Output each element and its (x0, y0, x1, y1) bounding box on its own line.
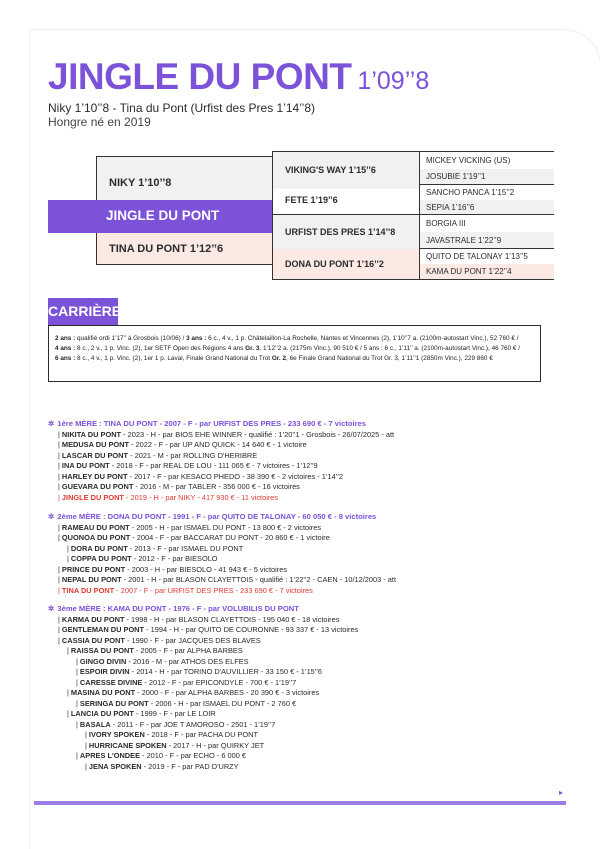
entry-details: - 2017 - F - par KESACO PHEDO - 38 390 € - 2 victoires - 1’14’’2 (127, 471, 344, 481)
entry-name: APRES L'ONDEE (79, 751, 140, 760)
indent-bar: | (67, 688, 69, 697)
entry-name: LANCIA DU PONT (70, 709, 134, 718)
entry-name: JENA SPOKEN (88, 761, 142, 771)
entry-name: LASCAR DU PONT (61, 450, 129, 460)
indent-bar: | (58, 461, 60, 470)
entry-details: - 2010 - F - par ECHO - 6 000 € (140, 751, 246, 760)
indent-bar: | (58, 440, 60, 449)
family-entry (58, 451, 257, 462)
indent-bar: | (58, 471, 60, 481)
entry-details: - 2014 - H - par TORINO D'AUVILLIER - 33 150 € - 1’15’’6 (129, 667, 323, 676)
family-entry (58, 523, 321, 534)
family-entry (58, 533, 330, 544)
family-heading (48, 512, 376, 523)
entry-details: - 2021 - M - par ROLLING D'HERIBRE (128, 450, 258, 460)
ped-great-4: SEPIA 1’16’’6 (419, 200, 554, 215)
family-entry (67, 688, 319, 699)
family-entry (67, 544, 243, 555)
ped-great-1: MICKEY VICKING (US) (419, 151, 554, 169)
entry-name: KARMA DU PONT (61, 614, 125, 624)
indent-bar: | (58, 482, 60, 491)
indent-bar: | (58, 564, 60, 574)
indent-bar: | (67, 543, 69, 553)
entry-details: - 2017 - H - par QUIRKY JET (166, 740, 265, 750)
birth-line: Hongre né en 2019 (48, 115, 151, 129)
horse-name: JINGLE DU PONT (48, 56, 352, 97)
indent-bar: | (67, 646, 69, 655)
entry-name: SERINGA DU PONT (79, 698, 149, 708)
next-page-arrow-icon: ▸ (559, 788, 564, 797)
indent-bar: | (67, 554, 69, 563)
entry-name: INA DU PONT (61, 461, 110, 470)
entry-details: - 2013 - F - par ISMAEL DU PONT (127, 543, 244, 553)
family-entry (58, 615, 339, 626)
career-box (48, 325, 541, 382)
family-entry (76, 699, 296, 710)
indent-bar: | (76, 656, 78, 666)
entry-details: - 2007 - F - par URFIST DES PRES - 233 690 € - 7 victoires (114, 585, 313, 595)
indent-bar: | (58, 635, 60, 645)
entry-name: TINA DU PONT (61, 585, 115, 595)
career-line: 6 ans : 8 c., 4 v., 1 p. Vinc. (2), 1er 1 p. Laval, Finale Grand National du Trot Gr. 2, 6e Finale Grand National du Trot Gr. 3, 1’11’’1 (2850m Vinc.), 229 860 € (55, 355, 493, 362)
family-title: 3ème MÈRE : KAMA DU PONT - 1976 - F - par VOLUBILIS DU PONT (57, 604, 299, 613)
entry-details: - 2018 - F - par REAL DE LOU - 111 065 € - 7 victoires - 1’12’’9 (109, 461, 318, 470)
ped-sire: NIKY 1’10’’8 (96, 156, 272, 200)
entry-name: ESPOIR DIVIN (79, 667, 130, 676)
indent-bar: | (85, 740, 87, 750)
ped-grandsire-2: URFIST DES PRES 1’14’’8 (272, 215, 419, 249)
family-entry (67, 554, 218, 565)
ped-subject: JINGLE DU PONT (48, 200, 272, 233)
ped-great-7: QUITO DE TALONAY 1’13’’5 (419, 249, 554, 264)
indent-bar: | (76, 667, 78, 676)
footer-rule (34, 801, 566, 805)
star-icon: ✲ (48, 419, 55, 428)
entry-details: - 2001 - H - par BLASON CLAYETTOIS - qualifié : 1’22’’2 - CAEN - 10/12/2003 - att (121, 575, 397, 584)
indent-bar: | (76, 751, 78, 760)
ped-great-2: JOSUBIE 1’19’’1 (419, 169, 554, 185)
family-entry (58, 575, 396, 586)
indent-bar: | (67, 709, 69, 718)
family-heading (48, 419, 366, 430)
entry-name: COPPA DU PONT (70, 554, 132, 563)
entry-name: NEPAL DU PONT (61, 575, 122, 584)
family-heading (48, 604, 299, 615)
family-entry (58, 461, 318, 472)
indent-bar: | (85, 730, 87, 739)
entry-details: - 2016 - M - par ATHOS DES ELFES (126, 656, 249, 666)
family-entry (58, 472, 343, 483)
ped-great-8: KAMA DU PONT 1’22’’4 (419, 264, 554, 280)
entry-details: - 2019 - H - par NIKY - 417 930 € - 11 victoires (123, 492, 279, 502)
family-entry (67, 709, 216, 720)
entry-name: RAISSA DU PONT (70, 646, 134, 655)
entry-name: RAMEAU DU PONT (61, 522, 130, 532)
indent-bar: | (58, 614, 60, 624)
family-entry (58, 625, 358, 636)
entry-name: GUEVARA DU PONT (61, 482, 134, 491)
entry-name: PRINCE DU PONT (61, 564, 126, 574)
family-entry (58, 430, 394, 441)
entry-name: BASALA (79, 719, 111, 729)
family-entry (58, 493, 278, 504)
family-title: 1ère MÈRE : TINA DU PONT - 2007 - F - par URFIST DES PRES - 233 690 € - 7 victoires (57, 419, 366, 428)
family-entry (58, 482, 300, 493)
indent-bar: | (58, 450, 60, 460)
family-entry (58, 586, 313, 597)
entry-details: - 2011 - F - par JOE T AMOROSO - 2501 - 1’19’’7 (110, 719, 276, 729)
entry-details: - 2023 - H - par BIOS EHE WINNER - qualifié : 1’20’’1 - Grosbois - 26/07/2025 - att (121, 429, 395, 439)
entry-name: QUONOA DU PONT (61, 533, 131, 542)
indent-bar: | (58, 575, 60, 584)
entry-details: - 2019 - F - par PAD D'URZY (141, 761, 239, 771)
indent-bar: | (76, 698, 78, 708)
entry-details: - 2000 - F - par ALPHA BARBES - 20 390 € - 3 victoires (135, 688, 320, 697)
entry-details: - 2016 - M - par TABLER - 356 000 € - 16 victoires (133, 482, 300, 491)
family-entry (76, 751, 246, 762)
entry-details: - 2018 - F - par PACHA DU PONT (144, 730, 258, 739)
entry-details: - 2004 - F - par BACCARAT DU PONT - 20 860 € - 1 victoire (130, 533, 330, 542)
family-entry (58, 636, 261, 647)
ped-great-5: BORGIA III (419, 215, 554, 232)
entry-name: MEDUSA DU PONT (61, 440, 129, 449)
star-icon: ✲ (48, 512, 55, 521)
title-row (48, 56, 429, 98)
entry-name: GINGO DIVIN (79, 656, 127, 666)
indent-bar: | (58, 492, 60, 502)
career-line: 4 ans : 8 c., 2 v., 1 p. Vinc. (2), 1er SETF Open des Régions 4 ans Gr. 3, 1’12’’2 a. (2175m Vinc.), 90 510 € / 5 ans : 6 c., 1’11’’ a. (2100m-autostart Vinc.), 46 760 € / (55, 345, 521, 352)
indent-bar: | (58, 429, 60, 439)
entry-details: - 1999 - F - par LE LOIR (133, 709, 216, 718)
ped-granddam-1: FETE 1’19’’6 (272, 189, 419, 215)
entry-details: - 2005 - H - par ISMAEL DU PONT - 13 800 € - 2 victoires (129, 522, 322, 532)
entry-details: - 2022 - F - par UP AND QUICK - 14 640 € - 1 victoire (129, 440, 307, 449)
family-entry (76, 678, 296, 689)
ped-dam: TINA DU PONT 1’12’’6 (96, 233, 272, 265)
family-entry (58, 565, 287, 576)
indent-bar: | (85, 761, 87, 771)
family-entry (76, 657, 249, 668)
entry-name: HARLEY DU PONT (61, 471, 128, 481)
ped-grandsire-1: VIKING'S WAY 1’15’’6 (272, 151, 419, 189)
family-entry (76, 667, 322, 678)
career-label: CARRIÈRE (48, 298, 118, 325)
star-icon: ✲ (48, 604, 55, 613)
family-entry (85, 730, 258, 741)
entry-name: CASSIA DU PONT (61, 635, 125, 645)
ped-granddam-2: DONA DU PONT 1’16’’2 (272, 249, 419, 280)
entry-name: CARESSE DIVINE (79, 677, 143, 687)
indent-bar: | (58, 585, 60, 595)
parents-line: Niky 1’10’’8 - Tina du Pont (Urfist des Pres 1’14’’8) (48, 101, 316, 115)
family-entry (85, 741, 264, 752)
career-line: 2 ans : qualifié ordi 1’17’’ à Grosbois (10/06) / 3 ans : 6 c., 4 v., 1 p. Châtelaillon-La Rochelle, Nantes et Vincennes (2), 1’10’’7 a. (2100m-autostart Vinc.), 52 760 € / (55, 335, 519, 342)
entry-name: NIKITA DU PONT (61, 429, 122, 439)
family-title: 2ème MÈRE : DONA DU PONT - 1991 - F - par QUITO DE TALONAY - 60 050 € - 8 victoires (57, 512, 377, 521)
indent-bar: | (58, 625, 60, 634)
entry-details: - 1994 - H - par QUITO DE COURONNE - 93 337 € - 13 victoires (144, 625, 359, 634)
entry-details: - 2012 - F - par EPICONDYLE - 700 € - 1’19’’7 (142, 677, 297, 687)
family-entry (67, 646, 243, 657)
family-entry (85, 762, 239, 773)
family-entry (58, 440, 307, 451)
entry-details: - 2003 - H - par BIESOLO - 41 943 € - 5 victoires (125, 564, 288, 574)
entry-details: - 2006 - H - par ISMAEL DU PONT - 2 760 € (148, 698, 297, 708)
entry-name: MASINA DU PONT (70, 688, 136, 697)
entry-name: HURRICANE SPOKEN (88, 740, 167, 750)
indent-bar: | (58, 533, 60, 542)
entry-details: - 1990 - F - par JACQUES DES BLAVES (124, 635, 261, 645)
entry-details: - 2005 - F - par ALPHA BARBES (133, 646, 243, 655)
entry-name: DORA DU PONT (70, 543, 128, 553)
entry-name: GENTLEMAN DU PONT (61, 625, 145, 634)
entry-details: - 2012 - F - par BIESOLO (131, 554, 218, 563)
family-entry (76, 720, 275, 731)
horse-record-time: 1’09’’8 (357, 67, 430, 95)
ped-great-6: JAVASTRALE 1’22’’9 (419, 232, 554, 249)
entry-name: IVORY SPOKEN (88, 730, 145, 739)
indent-bar: | (58, 522, 60, 532)
ped-great-3: SANCHO PANCA 1’15’’2 (419, 185, 554, 200)
entry-name: JINGLE DU PONT (61, 492, 124, 502)
indent-bar: | (76, 719, 78, 729)
indent-bar: | (76, 677, 78, 687)
entry-details: - 1998 - H - par BLASON CLAYETTOIS - 195 040 € - 18 victoires (124, 614, 340, 624)
